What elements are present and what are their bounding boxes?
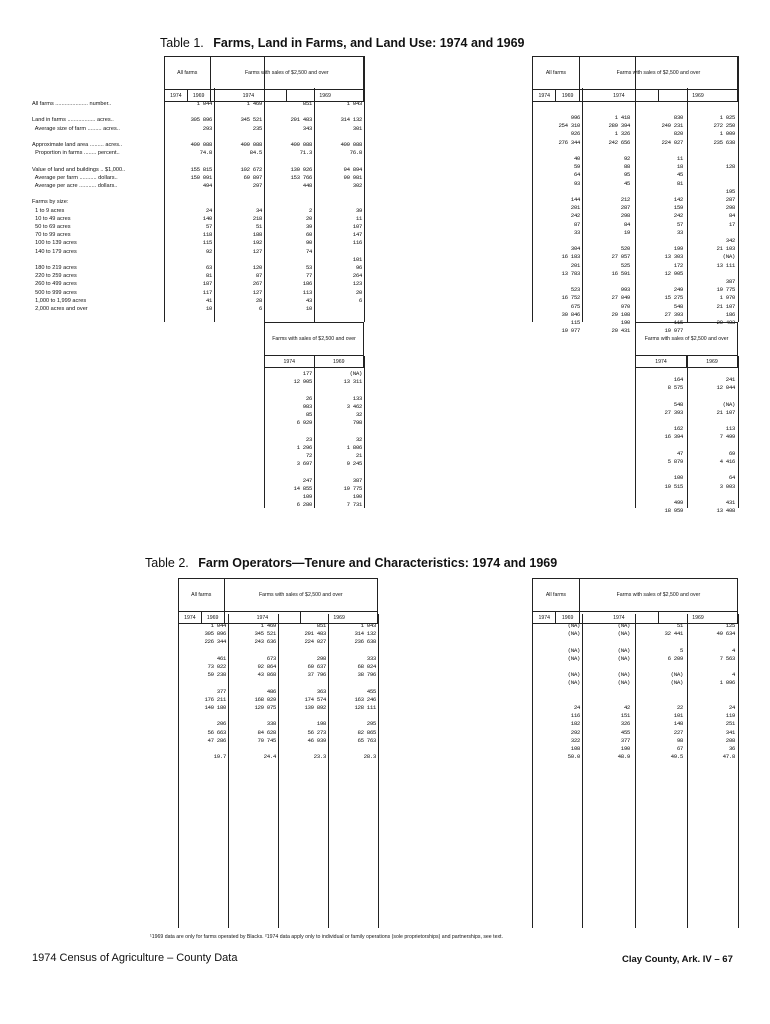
year-1974: 1974: [579, 90, 658, 102]
table1-right-sales-1969-column: 1 025 272 250 1 009 235 638 128 195 287 298 84 17 342 21 103 (NA) 13 111 387 19 775 1 970 21 107 186 20 403: [713, 114, 735, 327]
year-1974: 1974: [533, 90, 556, 102]
table1-sales-1974-column: 851 291 483 343 409 088 71.3 130 926 153 766 448 2 20 39 60 90 74 53 77 186 113 43 10: [290, 100, 312, 313]
table2-title: Table 2. Farm Operators—Tenure and Characteristics: 1974 and 1969: [145, 556, 558, 570]
table1-all-1974-column: 1 044 305 896 293 409 088 74.8 155 815 150 091 494 24 140 57 118 115 92 63 81 187 117 41 10: [190, 100, 212, 313]
table1-title: Table 1. Farms, Land in Farms, and Land Use: 1974 and 1969: [160, 36, 525, 50]
table1-sub-header-right: Farms with sales of $2,500 and over 1974 1969: [635, 322, 738, 368]
table2-right-header: All farms Farms with sales of $2,500 and over 1974 1969 1974 1969: [532, 578, 738, 624]
table2-left-header: All farms Farms with sales of $2,500 and over 1974 1969 1974 1969: [178, 578, 378, 624]
table1-head-sales: Farms with sales of $2,500 and over: [210, 57, 364, 90]
table2-sales-1969-column: 1 043 314 132 236 638 333 68 024 38 796 455 163 246 128 111 295 82 865 65 763 28.3: [354, 622, 376, 761]
table1-right-sales-1974-column: 830 249 231 820 224 027 11 18 45 81 142 159 242 57 33 199 13 303 172 12 905 249 15 275 548 27 393 115 19 977: [661, 114, 683, 335]
table2-right-sales-1969-column: 125 49 634 4 7 563 4 1 096 24 119 251 341 208 36 47.8: [716, 622, 735, 761]
footer-page-label: Clay County, Ark. IV – 67: [622, 954, 733, 965]
table1-left-row-labels: All farms ..................... number.. Land in farms .................. acres.. Average size of farm ......... acres.. Approximate land area ......... acres.. Proportion in farms ........ percent.. Value of land and buildings .. $1,000.. Average per farm ........... dollars.. Average per acre ........... dollars.. Farms by size: 1 to 9 acres 10 to 49 acres 50 to 69 acres 70 to 99 acres 100 to 139 acres 140 to 179 acres 180 to 219 acres 220 to 259 acres 260 to 499 acres 500 to 999 acres 1,000 to 1,999 acres 2,000 acres and over: [32, 101, 126, 313]
table1-sub-right-sales-1974-column: 164 8 575 548 27 393 162 16 394 47 5 879 100 10 515 499 18 959: [664, 376, 683, 515]
table1-head-all-farms: All farms: [533, 57, 580, 90]
table2-right-sales-1974-column: 51 32 441 5 6 209 (NA) (NA) 22 101 148 227 98 67 49.5: [664, 622, 683, 761]
table1-sub-sales-1969-column: (NA) 13 311 133 3 462 32 798 32 1 806 21 9 245 387 19 775 190 7 731: [343, 370, 362, 509]
table1-right-all-1974-column: 996 254 310 926 276 344 40 59 64 93 144 201 242 87 33 304 16 183 201 13 783 523 16 752 675 30 846 115 19 977: [558, 114, 580, 335]
table1-title-main: Farms, Land in Farms, and Land Use: 1974 and 1969: [213, 36, 525, 50]
table1-all-1969-column: 1 469 345 521 235 409 088 84.5 102 672 69 897 297 34 218 51 188 192 127 120 87 267 127 28 6: [240, 100, 262, 313]
table1-head-all-farms: All farms: [165, 57, 211, 90]
table1-right-all-1969-column: 1 418 289 394 1 326 242 656 92 88 95 45 212 287 298 84 19 520 27 057 525 16 591 993 27 049 970 29 108 190 20 431: [608, 114, 630, 335]
table2-right-all-1969-column: (NA) (NA) (NA) (NA) (NA) (NA) 42 151 326 455 377 190 48.9: [617, 622, 630, 761]
footer-publication-title: 1974 Census of Agriculture – County Data: [32, 952, 238, 964]
table2-title-main: Farm Operators—Tenure and Characteristics: 1974 and 1969: [198, 556, 558, 570]
table2-all-1974-column: 1 044 305 896 226 344 461 73 022 59 238 377 176 211 140 180 206 56 663 47 286 19.7: [204, 622, 226, 761]
table2-sales-1974-column: 851 291 483 224 027 298 60 637 37 796 363 174 574 139 892 198 56 273 46 939 23.3: [304, 622, 326, 761]
table1-sub-sales-1974-column: 177 12 905 26 983 85 6 929 23 1 296 72 3 697 247 14 855 109 6 280: [293, 370, 312, 509]
year-1974: 1974: [210, 90, 287, 102]
year-1969: 1969: [556, 90, 579, 102]
table2-right-all-1974-column: (NA) (NA) (NA) (NA) (NA) (NA) 24 116 182 292 322 108 50.0: [567, 622, 580, 761]
year-1974: 1974: [165, 90, 188, 102]
footnote: ¹1969 data are only for farms operated by Blacks. ²1974 data apply only to individual or family operations (sole proprietorships) and partnerships, see text.: [150, 934, 503, 940]
table1-sub-right-sales-1969-column: 241 12 044 (NA) 21 107 113 7 499 69 4 416 64 3 003 431 13 408: [716, 376, 735, 515]
table1-sub-header-left: Farms with sales of $2,500 and over 1974 1969: [264, 322, 364, 368]
table1-head-sales: Farms with sales of $2,500 and over: [579, 57, 737, 90]
table1-sales-1969-column: 1 043 314 132 301 409 088 76.8 94 894 90 981 302 39 11 107 147 116 101 96 264 123 20 6: [340, 100, 362, 304]
year-1969: 1969: [187, 90, 210, 102]
year-1969: 1969: [658, 90, 737, 102]
year-1969: 1969: [287, 90, 364, 102]
table2-all-1969-column: 1 469 345 521 243 636 673 92 864 43 868 486 168 029 129 075 338 84 628 70 745 24.4: [254, 622, 276, 761]
